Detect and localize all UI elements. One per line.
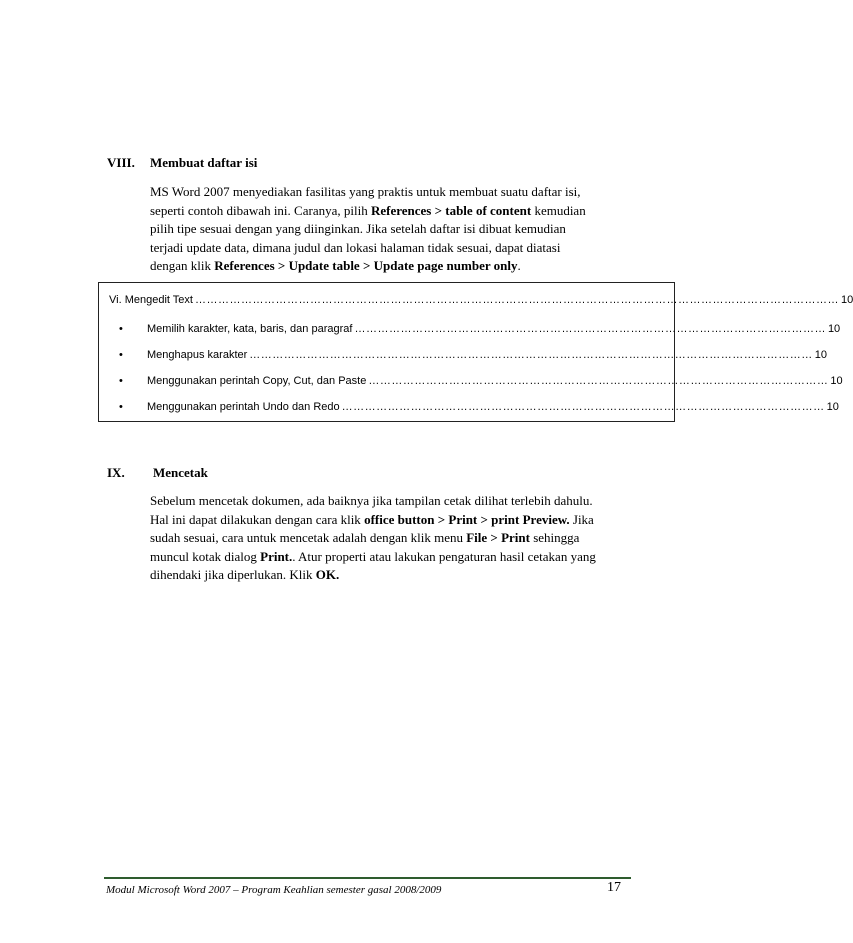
toc-page-number: 10 <box>827 323 841 335</box>
section-heading-ix <box>107 465 407 483</box>
bold-text: Print. <box>260 548 293 564</box>
paragraph-line <box>150 202 620 221</box>
paragraph-line <box>150 511 620 530</box>
toc-leader-dots: …………………………………………………………………………………………………………………………………………………… <box>194 294 839 306</box>
toc-sub-entry <box>147 375 843 387</box>
toc-leader-dots: ………………………………………………………………………………………………………… <box>368 375 829 387</box>
toc-sub-entry <box>147 323 841 335</box>
toc-entry-label: Menggunakan perintah Undo dan Redo <box>147 401 340 413</box>
section-title: Membuat daftar isi <box>150 155 258 170</box>
toc-leader-dots: …………………………………………………………………………………………………………… <box>354 323 826 335</box>
toc-sub-entry <box>147 401 839 413</box>
paragraph-line <box>150 220 620 239</box>
bullet-icon: • <box>119 323 123 335</box>
text-run: Sebelum mencetak dokumen, ada baiknya jika tampilan cetak dilihat terlebih dahulu. <box>150 493 593 508</box>
footer-text: Modul Microsoft Word 2007 – Program Keahlian semester gasal 2008/2009 <box>106 884 442 896</box>
toc-example-box <box>98 282 853 422</box>
text-run: sehingga <box>529 530 580 545</box>
text-run: dihendaki jika diperlukan. Klik <box>150 567 316 582</box>
toc-leader-dots: ……………………………………………………………………………………………………………… <box>341 401 825 413</box>
page-number: 17 <box>607 880 621 895</box>
toc-sub-entry <box>147 349 828 361</box>
toc-leader-dots: ………………………………………………………………………………………………………………………………… <box>249 349 813 361</box>
toc-page-number: 10 <box>830 375 843 387</box>
section-heading-viii <box>107 155 407 173</box>
bold-text: office button > Print > print Preview. <box>364 511 570 527</box>
text-run: kemudian <box>531 202 586 218</box>
paragraph-line <box>150 257 620 276</box>
bold-text: OK. <box>315 567 340 582</box>
paragraph-line <box>150 239 620 258</box>
text-run: terjadi update data, dimana judul dan lokasi halaman tidak sesuai, dapat diatasi <box>150 239 561 255</box>
footer-divider <box>104 877 631 879</box>
toc-entry-label: Vi. Mengedit Text <box>109 294 193 306</box>
bullet-icon: • <box>119 375 123 387</box>
paragraph-line <box>150 548 620 567</box>
toc-entry-label: Menghapus karakter <box>147 349 248 361</box>
toc-entry-label: Memilih karakter, kata, baris, dan paragraf <box>147 323 353 335</box>
bold-text: References > Update table > Update page number only <box>214 258 518 273</box>
text-run: pilih tipe sesuai dengan yang diinginkan. Jika setelah daftar isi dibuat kemudian <box>150 221 566 236</box>
paragraph-line <box>150 566 620 585</box>
section-number: VIII. <box>107 155 135 170</box>
text-run: Jika <box>569 511 594 527</box>
text-run: dengan klik <box>150 258 215 273</box>
text-run: Hal ini dapat dilakukan dengan cara klik <box>150 511 365 527</box>
toc-entry-label: Menggunakan perintah Copy, Cut, dan Paste <box>147 375 367 387</box>
text-run: MS Word 2007 menyediakan fasilitas yang praktis untuk membuat suatu daftar isi, <box>150 184 581 199</box>
text-run: seperti contoh dibawah ini. Caranya, pilih <box>150 202 371 218</box>
toc-main-entry <box>109 294 853 306</box>
text-run: . Atur properti atau lakukan pengaturan hasil cetakan yang <box>292 548 596 564</box>
toc-page-number: 10 <box>840 294 853 306</box>
section-number: IX. <box>107 465 125 480</box>
text-run: muncul kotak dialog <box>150 548 261 564</box>
toc-page-number: 10 <box>826 401 839 413</box>
section-paragraph-viii <box>150 183 620 276</box>
paragraph-line <box>150 529 620 548</box>
text-run: . <box>517 258 521 273</box>
section-paragraph-ix <box>150 492 620 585</box>
toc-page-number: 10 <box>814 349 828 361</box>
bold-text: References > table of content <box>370 202 532 218</box>
text-run: sudah sesuai, cara untuk mencetak adalah dengan klik menu <box>150 530 467 545</box>
section-title: Mencetak <box>153 465 208 480</box>
bullet-icon: • <box>119 349 123 361</box>
paragraph-line <box>150 183 620 202</box>
bold-text: File > Print <box>466 530 530 545</box>
bullet-icon: • <box>119 401 123 413</box>
paragraph-line <box>150 492 620 511</box>
